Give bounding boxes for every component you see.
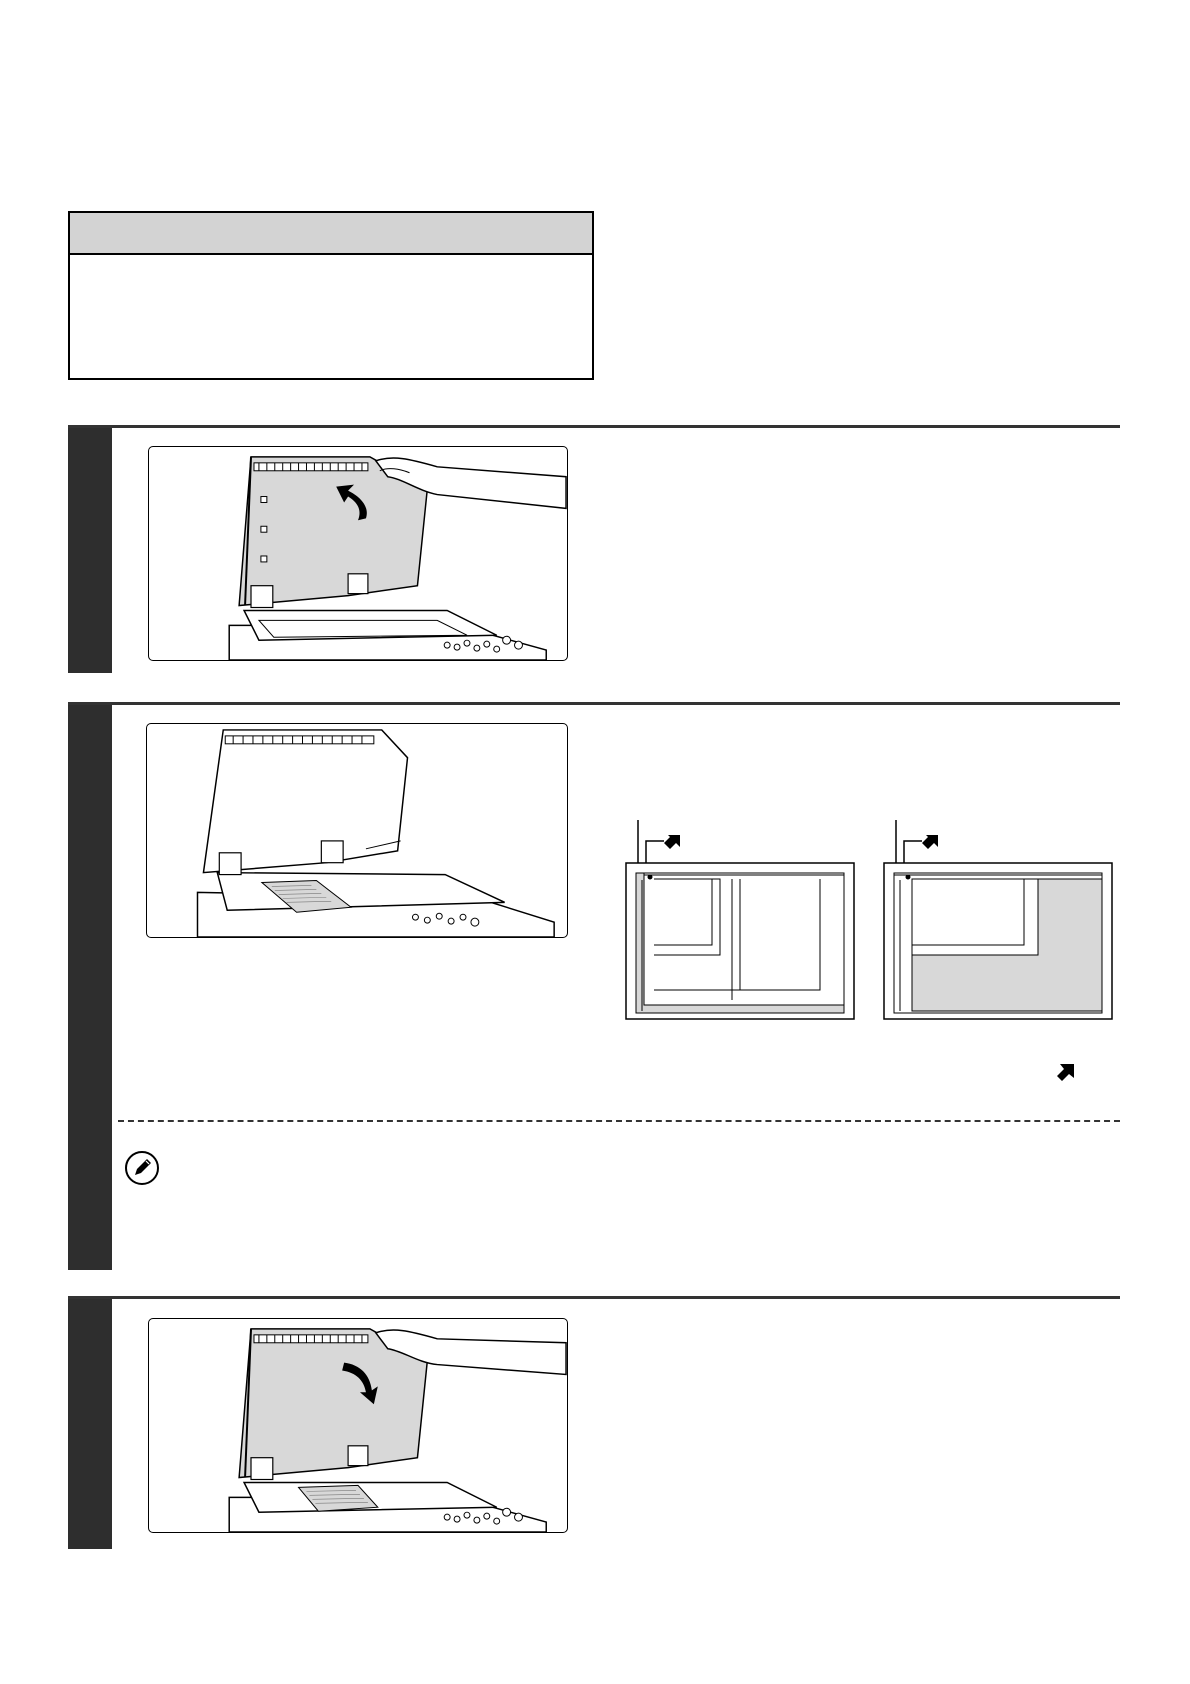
scanner-open-drawing <box>149 447 567 660</box>
placement-diagram-right <box>878 815 1118 1025</box>
scanner-lid-closing-illustration <box>148 1318 568 1533</box>
arrow-marker-icon <box>1056 1062 1080 1084</box>
placement-diagram-left <box>620 815 860 1025</box>
step-2-bar <box>68 705 112 1270</box>
step-2-rule <box>68 702 1120 705</box>
scanner-close-drawing <box>149 1319 567 1532</box>
pencil-note-icon <box>124 1150 160 1186</box>
caution-header <box>70 213 592 255</box>
step-3-bar <box>68 1299 112 1549</box>
step-1-rule <box>68 425 1120 428</box>
caution-box <box>68 211 594 380</box>
original-on-glass-illustration <box>146 723 568 938</box>
note-divider <box>118 1120 1120 1122</box>
step-3-rule <box>68 1296 1120 1299</box>
step-1-bar <box>68 428 112 673</box>
original-on-glass-drawing <box>147 724 567 937</box>
scanner-lid-opening-illustration <box>148 446 568 661</box>
arrow-marker-icon <box>664 835 680 849</box>
